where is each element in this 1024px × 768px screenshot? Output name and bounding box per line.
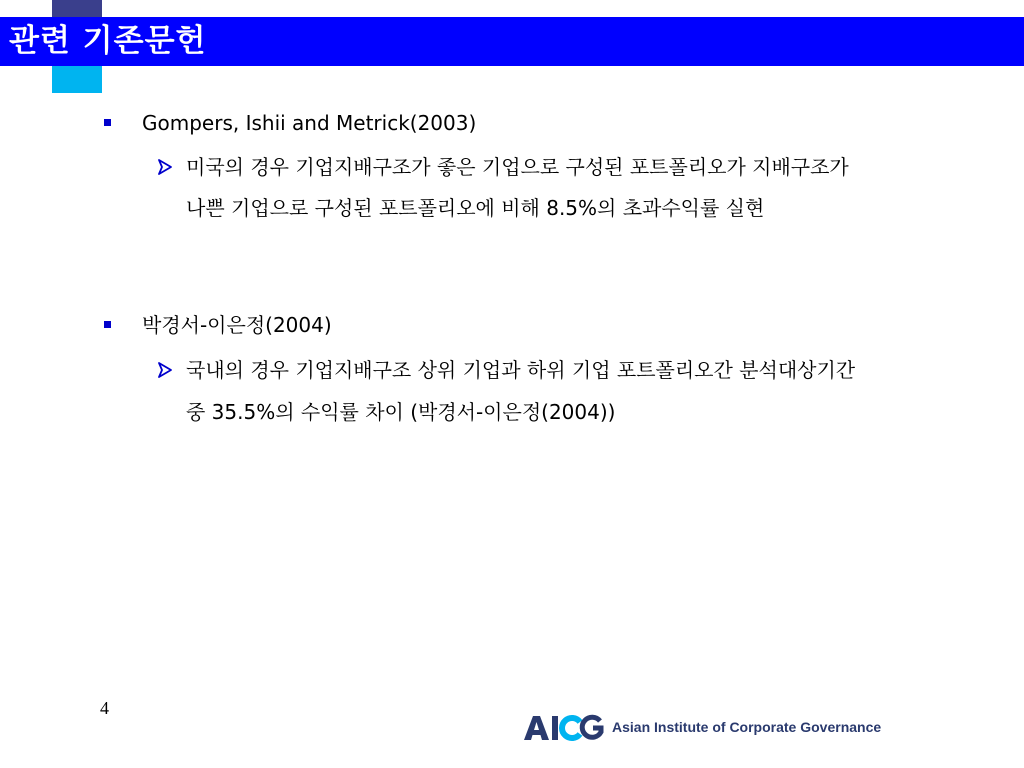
sub-line: 나쁜 기업으로 구성된 포트폴리오에 비해 8.5%의 초과수익률 실현 bbox=[186, 196, 765, 220]
section-heading: 박경서-이은정(2004) bbox=[142, 313, 332, 337]
decor-square-top bbox=[52, 0, 102, 17]
decor-square-bottom bbox=[52, 66, 102, 93]
square-bullet-icon bbox=[104, 321, 111, 328]
logo-institute-name: Asian Institute of Corporate Governance bbox=[612, 719, 882, 735]
sub-line: 미국의 경우 기업지배구조가 좋은 기업으로 구성된 포트폴리오가 지배구조가 bbox=[186, 155, 849, 179]
arrow-bullet-icon bbox=[156, 361, 174, 379]
aicg-logo-mark-icon bbox=[522, 710, 606, 744]
square-bullet-icon bbox=[104, 119, 111, 126]
section-heading: Gompers, Ishii and Metrick(2003) bbox=[142, 111, 477, 135]
aicg-logo bbox=[522, 710, 902, 744]
sub-line: 국내의 경우 기업지배구조 상위 기업과 하위 기업 포트폴리오간 분석대상기간 bbox=[186, 358, 856, 382]
title-bar bbox=[0, 17, 1024, 66]
sub-line: 중 35.5%의 수익률 차이 (박경서-이은정(2004)) bbox=[186, 400, 616, 424]
slide-title: 관련 기존문헌 bbox=[9, 23, 207, 59]
page-number: 4 bbox=[100, 698, 109, 718]
arrow-bullet-icon bbox=[156, 158, 174, 176]
